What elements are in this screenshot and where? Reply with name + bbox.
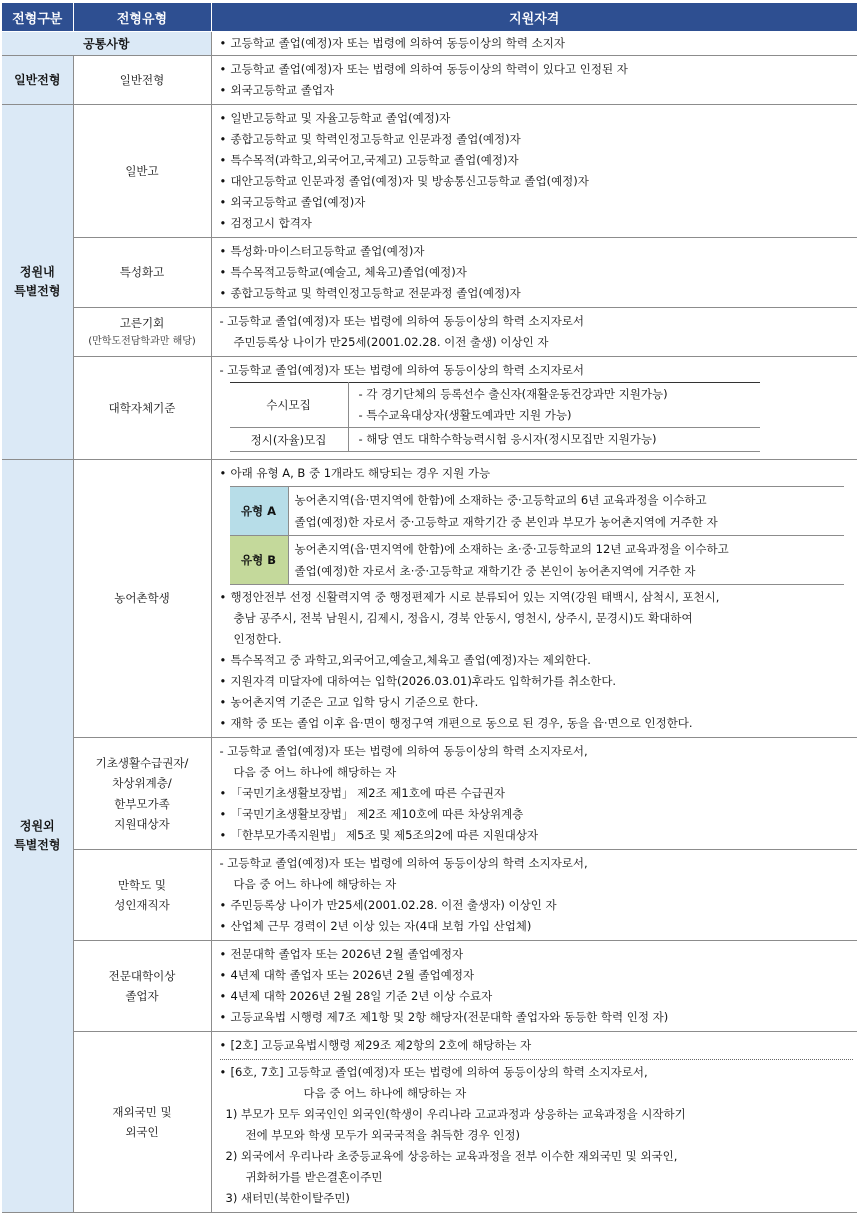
common-text: 고등학교 졸업(예정)자 또는 법령에 의하여 동등이상의 학력 소지자	[230, 36, 566, 50]
basic-content	[211, 738, 857, 850]
bullet: •	[219, 1065, 227, 1079]
special-line: 특수목적고등학교(예술고, 체육고)졸업(예정)자	[230, 265, 467, 279]
typeB-line: 농어촌지역(읍·면지역에 한함)에 소재하는 초·중·고등학교의 12년 교육과정을 이수하고	[294, 542, 729, 556]
typeA-line: 졸업(예정)한 자로서 중·고등학교 재학기간 중 본인과 부모가 농어촌지역에 거주한 자	[294, 515, 718, 529]
bullet: •	[219, 153, 227, 167]
header-type: 전형유형	[73, 3, 211, 32]
category-outside-line2: 특별전형	[14, 838, 61, 852]
bullet: •	[219, 989, 227, 1003]
special-content	[211, 238, 857, 308]
type-equal	[73, 308, 211, 357]
rural-note: 지원자격 미달자에 대하여는 입학(2026.03.01)후라도 입학허가를 취소한다.	[230, 674, 617, 688]
foreign-sub-line: 1) 부모가 모두 외국인인 외국인(학생이 우리나라 고교과정과 상응하는 교육과정을 시작하기	[225, 1107, 686, 1121]
outside-foreign-row	[2, 1032, 857, 1213]
jungsi-value: - 해당 연도 대학수학능력시험 응시자(정시모집만 지원가능)	[348, 428, 760, 452]
rural-typeA-row	[230, 487, 844, 536]
within-equal-row	[2, 308, 857, 357]
typeA-line: 농어촌지역(읍·면지역에 한함)에 소재하는 중·고등학교의 6년 교육과정을 이수하고	[294, 493, 707, 507]
susi-values	[348, 383, 760, 428]
type-adult	[73, 850, 211, 941]
category-outside-line1: 정원외	[19, 819, 55, 834]
common-row	[2, 32, 857, 56]
foreign-item2-line: 다음 중 어느 하나에 해당하는 자	[303, 1086, 467, 1100]
bullet: •	[219, 466, 227, 480]
bullet: •	[219, 695, 227, 709]
general-line: 고등학교 졸업(예정)자 또는 법령에 의하여 동등이상의 학력이 있다고 인정된 자	[230, 62, 628, 76]
type-adult-line: 성인재직자	[114, 898, 170, 912]
header-eligibility: 지원자격	[211, 3, 857, 32]
common-label: 공통사항	[2, 32, 211, 56]
susi-label: 수시모집	[230, 383, 349, 428]
category-within-line1: 정원내	[19, 265, 55, 280]
susi-line: - 각 경기단체의 등록선수 출신자(재활운동건강과만 지원가능)	[358, 387, 668, 401]
bullet: •	[219, 919, 227, 933]
foreign-item2-line: [6호, 7호] 고등학교 졸업(예정)자 또는 법령에 의하여 동등이상의 학력 소지자로서,	[230, 1065, 648, 1079]
general-content	[211, 56, 857, 105]
type-basic-line: 지원대상자	[114, 816, 170, 831]
type-college	[73, 941, 211, 1032]
bullet: •	[219, 653, 227, 667]
typeB-label: 유형 B	[230, 536, 289, 585]
type-equal-note: (만학도전담학과만 해당)	[88, 336, 196, 348]
special-line: 특성화·마이스터고등학교 졸업(예정)자	[230, 244, 425, 258]
general-row	[2, 56, 857, 105]
outside-rural-row	[2, 460, 857, 738]
within-univ-row	[2, 357, 857, 460]
bullet: •	[219, 216, 227, 230]
susi-line: - 특수교육대상자(생활도예과만 지원 가능)	[358, 408, 572, 422]
univ-susi-row	[230, 383, 760, 428]
foreign-sub-line: 전에 부모와 학생 모두가 외국국적을 취득한 경우 인정)	[245, 1128, 520, 1142]
type-foreign-line: 재외국민 및	[112, 1104, 172, 1119]
ilban-content	[211, 105, 857, 238]
category-within-line2: 특별전형	[14, 284, 61, 298]
type-basic-line: 한부모가족	[114, 796, 170, 811]
foreign-item1: [2호] 고등교육법시행령 제29조 제2항의 2호에 해당하는 자	[230, 1038, 532, 1052]
adult-content	[211, 850, 857, 941]
college-item: 4년제 대학 2026년 2월 28일 기준 2년 이상 수료자	[230, 989, 493, 1003]
foreign-sub-line: 귀화허가를 받은결혼이주민	[245, 1170, 383, 1184]
typeA-values	[288, 487, 844, 536]
bullet: •	[219, 111, 227, 125]
basic-item: 「국민기초생활보장법」 제2조 제1호에 따른 수급권자	[230, 786, 505, 800]
rural-content	[211, 460, 857, 738]
type-college-line: 졸업자	[125, 989, 159, 1003]
bullet: •	[219, 807, 227, 821]
ilban-line: 대안고등학교 인문과정 졸업(예정)자 및 방송통신고등학교 졸업(예정)자	[230, 174, 589, 188]
foreign-sub-line: 2) 외국에서 우리나라 초중등교육에 상응하는 교육과정을 전부 이수한 재외국민 및 외국인,	[225, 1149, 678, 1163]
rural-note1-line: 충남 공주시, 전북 남원시, 김제시, 정읍시, 경북 안동시, 영천시, 상주시, 문경시)도 확대하여	[233, 611, 693, 625]
type-rural: 농어촌학생	[73, 460, 211, 738]
type-basic	[73, 738, 211, 850]
rural-note1-line: 인정한다.	[233, 632, 282, 646]
ilban-line: 특수목적(과학고,외국어고,국제고) 고등학교 졸업(예정)자	[230, 153, 519, 167]
equal-line: 주민등록상 나이가 만25세(2001.02.28. 이전 출생) 이상인 자	[233, 335, 549, 349]
type-adult-line: 만학도 및	[117, 877, 167, 892]
adult-item: 산업체 근무 경력이 2년 이상 있는 자(4대 보험 가입 산업체)	[230, 919, 532, 933]
college-content	[211, 941, 857, 1032]
general-line: 외국고등학교 졸업자	[230, 83, 335, 97]
category-general: 일반전형	[2, 56, 73, 105]
bullet: •	[219, 174, 227, 188]
outside-adult-row	[2, 850, 857, 941]
foreign-content	[211, 1032, 857, 1213]
college-item: 4년제 대학 졸업자 또는 2026년 2월 졸업예정자	[230, 968, 475, 982]
basic-item: 「국민기초생활보장법」 제2조 제10호에 따른 차상위계층	[230, 807, 524, 821]
basic-item: 「한부모가족지원법」 제5조 및 제5조의2에 따른 지원대상자	[230, 828, 539, 842]
common-content	[211, 32, 857, 56]
univ-content	[211, 357, 857, 460]
type-general: 일반전형	[73, 56, 211, 105]
typeA-label: 유형 A	[230, 487, 289, 536]
college-item: 고등교육법 시행령 제7조 제1항 및 2항 해당자(전문대학 졸업자와 동등한 학력 인정 자)	[230, 1010, 669, 1024]
bullet: •	[219, 132, 227, 146]
bullet: •	[219, 1010, 227, 1024]
univ-line: - 고등학교 졸업(예정)자 또는 법령에 의하여 동등이상의 학력 소지자로서	[219, 363, 585, 377]
bullet: •	[219, 83, 227, 97]
type-equal-label: 고른기회	[119, 316, 165, 331]
bullet: •	[219, 828, 227, 842]
type-ilban: 일반고	[73, 105, 211, 238]
type-univ: 대학자체기준	[73, 357, 211, 460]
within-special-row	[2, 238, 857, 308]
basic-line: - 고등학교 졸업(예정)자 또는 법령에 의하여 동등이상의 학력 소지자로서,	[219, 744, 588, 758]
bullet: •	[219, 1038, 227, 1052]
univ-jungsi-row	[230, 428, 760, 452]
admission-eligibility-table	[2, 2, 857, 1213]
bullet: •	[219, 195, 227, 209]
bullet: •	[219, 286, 227, 300]
adult-line: - 고등학교 졸업(예정)자 또는 법령에 의하여 동등이상의 학력 소지자로서,	[219, 856, 588, 870]
bullet: •	[219, 968, 227, 982]
ilban-line: 외국고등학교 졸업(예정)자	[230, 195, 366, 209]
rural-note: 재학 중 또는 졸업 이후 읍·면이 행정구역 개편으로 동으로 된 경우, 동을 읍·면으로 인정한다.	[230, 716, 693, 730]
bullet: •	[219, 947, 227, 961]
rural-note1-line: 행정안전부 선정 신활력지역 중 행정편제가 시로 분류되어 있는 지역(강원 태백시, 삼척시, 포천시,	[230, 590, 720, 604]
type-basic-line: 기초생활수급권자/	[95, 756, 189, 771]
outside-college-row	[2, 941, 857, 1032]
bullet: •	[219, 265, 227, 279]
type-foreign	[73, 1032, 211, 1213]
jungsi-label: 정시(자율)모집	[230, 428, 349, 452]
special-line: 종합고등학교 및 학력인정고등학교 전문과정 졸업(예정)자	[230, 286, 521, 300]
ilban-line: 일반고등학교 및 자율고등학교 졸업(예정)자	[230, 111, 451, 125]
header-category: 전형구분	[2, 3, 73, 32]
univ-subtable	[230, 382, 760, 452]
equal-content	[211, 308, 857, 357]
bullet: •	[219, 36, 227, 50]
type-college-line: 전문대학이상	[108, 968, 176, 983]
basic-line: 다음 중 어느 하나에 해당하는 자	[233, 765, 397, 779]
bullet: •	[219, 898, 227, 912]
rural-intro: 아래 유형 A, B 중 1개라도 해당되는 경우 지원 가능	[230, 466, 491, 480]
typeB-line: 졸업(예정)한 자로서 초·중·고등학교 재학기간 중 본인이 농어촌지역에 거주한 자	[294, 564, 696, 578]
adult-item: 주민등록상 나이가 만25세(2001.02.28. 이전 출생자) 이상인 자	[230, 898, 557, 912]
ilban-line: 종합고등학교 및 학력인정고등학교 인문과정 졸업(예정)자	[230, 132, 521, 146]
within-ilban-row	[2, 105, 857, 238]
ilban-line: 검정고시 합격자	[230, 216, 312, 230]
bullet: •	[219, 62, 227, 76]
rural-types-table	[230, 486, 844, 585]
typeB-values	[288, 536, 844, 585]
bullet: •	[219, 716, 227, 730]
category-within	[2, 105, 73, 460]
type-foreign-line: 외국인	[125, 1125, 159, 1139]
adult-line: 다음 중 어느 하나에 해당하는 자	[233, 877, 397, 891]
rural-note: 농어촌지역 기준은 고교 입학 당시 기준으로 한다.	[230, 695, 479, 709]
bullet: •	[219, 590, 227, 604]
college-item: 전문대학 졸업자 또는 2026년 2월 졸업예정자	[230, 947, 464, 961]
rural-note: 특수목적고 중 과학고,외국어고,예술고,체육고 졸업(예정)자는 제외한다.	[230, 653, 591, 667]
rural-typeB-row	[230, 536, 844, 585]
dotted-divider	[220, 1059, 854, 1060]
header-row	[2, 3, 857, 32]
bullet: •	[219, 786, 227, 800]
category-outside	[2, 460, 73, 1213]
outside-basic-row	[2, 738, 857, 850]
type-special: 특성화고	[73, 238, 211, 308]
bullet: •	[219, 674, 227, 688]
bullet: •	[219, 244, 227, 258]
type-basic-line: 차상위계층/	[112, 776, 172, 791]
equal-line: - 고등학교 졸업(예정)자 또는 법령에 의하여 동등이상의 학력 소지자로서	[219, 314, 585, 328]
foreign-sub-line: 3) 새터민(북한이탈주민)	[225, 1191, 350, 1205]
